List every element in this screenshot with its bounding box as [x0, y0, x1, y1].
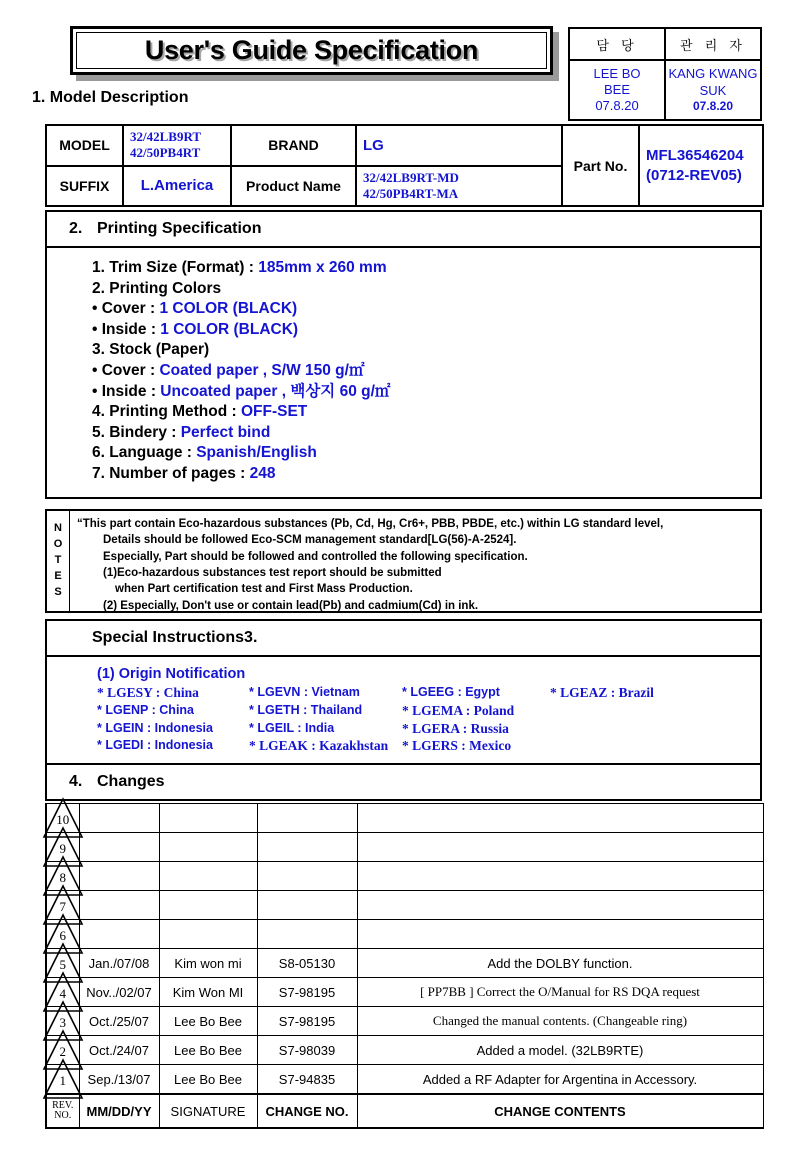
- revision-date: [79, 920, 159, 949]
- table-row: [46, 891, 763, 920]
- printing-specification-block: [45, 210, 762, 499]
- approval-manager-date: 07.8.20: [692, 98, 734, 113]
- origin-row: [97, 684, 760, 702]
- spec-label-cover-stock: • Cover :: [92, 362, 160, 380]
- note-line-5: when Part certification test and First Mass Production.: [115, 583, 413, 596]
- brand-value: LG: [356, 125, 562, 166]
- revision-number: 9: [59, 841, 66, 856]
- revision-signature: Kim Won MI: [159, 978, 257, 1007]
- spec-value-page-count: 248: [249, 465, 276, 483]
- revision-signature: [159, 862, 257, 891]
- revision-change-no: [257, 920, 357, 949]
- origin-row: [97, 737, 760, 755]
- notes-block: [45, 509, 762, 613]
- notes-letter-o: O: [53, 538, 63, 551]
- spec-value-cover-stock: Coated paper , S/W 150 g/㎡: [159, 362, 365, 380]
- revision-signature: Lee Bo Bee: [159, 1065, 257, 1095]
- revision-contents: [357, 862, 763, 891]
- table-row: [46, 1065, 763, 1095]
- part-no-line2: (0712-REV05): [646, 166, 742, 184]
- origin-cell: [550, 702, 710, 720]
- origin-cell: * LGERS : Mexico: [402, 738, 512, 754]
- spec-value-inside-stock: Uncoated paper , 백상지 60 g/㎡: [160, 382, 391, 400]
- approval-person-manager: [665, 60, 761, 120]
- part-no-label: Part No.: [562, 125, 639, 206]
- section-2-heading: [47, 212, 760, 248]
- origin-cell: * LGERA : Russia: [402, 720, 509, 736]
- revision-signature: [159, 833, 257, 862]
- section-4-number: 4.: [69, 773, 83, 790]
- spec-label-page-count: 7. Number of pages :: [92, 465, 250, 483]
- revision-change-no: S7-98195: [257, 978, 357, 1007]
- product-name-value: [356, 166, 562, 207]
- approval-charge-date: 07.8.20: [595, 98, 639, 114]
- model-value-line1: 32/42LB9RT: [130, 129, 202, 144]
- model-value: [123, 125, 231, 166]
- revision-change-no: S7-98039: [257, 1036, 357, 1065]
- approval-header-row: [569, 28, 761, 60]
- origin-notification-body: [47, 657, 760, 766]
- revision-contents: Changed the manual contents. (Changeable ring): [357, 1007, 763, 1036]
- model-label: MODEL: [46, 125, 123, 166]
- product-name-line1: 32/42LB9RT-MD: [363, 169, 459, 185]
- origin-cell: * LGEIN : Indonesia: [97, 720, 213, 735]
- revision-marker-cell: [46, 1036, 79, 1065]
- spec-line-cover-color: [92, 299, 760, 320]
- origin-cell: * LGESY : China: [97, 685, 199, 700]
- changes-footer-change-no: CHANGE NO.: [257, 1094, 357, 1128]
- revision-date: Nov../02/07: [79, 978, 159, 1007]
- revision-number: 7: [59, 899, 66, 914]
- origin-row: [97, 702, 760, 720]
- revision-marker-cell: [46, 949, 79, 978]
- rev-no-line1: REV.: [52, 1099, 74, 1111]
- spec-label-cover-color: • Cover :: [92, 300, 160, 318]
- revision-contents: [ PP7BB ] Correct the O/Manual for RS DQA request: [357, 978, 763, 1007]
- part-no-value: [639, 125, 763, 206]
- revision-change-no: [257, 804, 357, 833]
- spec-label-printing-method: 4. Printing Method :: [92, 403, 241, 421]
- spec-line-trim-size: [92, 258, 760, 279]
- approval-manager-name-line2: SUK: [699, 82, 727, 98]
- revision-marker-cell: [46, 804, 79, 833]
- approval-manager-name-line1: KANG KWANG: [668, 66, 758, 82]
- revision-signature: Lee Bo Bee: [159, 1036, 257, 1065]
- table-row: [46, 804, 763, 833]
- approval-table: [568, 27, 762, 121]
- changes-footer-rev-no: [46, 1094, 79, 1128]
- spec-value-cover-color: 1 COLOR (BLACK): [159, 300, 298, 318]
- table-row: [46, 949, 763, 978]
- revision-contents: Added a model. (32LB9RTE): [357, 1036, 763, 1065]
- revision-change-no: [257, 833, 357, 862]
- spec-line-language: [92, 443, 760, 464]
- revision-signature: Kim won mi: [159, 949, 257, 978]
- note-line-1: “This part contain Eco-hazardous substances (Pb, Cd, Hg, Cr6+, PBB, PBDE, etc.) within LG standard level,: [77, 518, 664, 530]
- revision-number: 4: [59, 986, 66, 1001]
- revision-contents: [357, 833, 763, 862]
- revision-marker-cell: [46, 833, 79, 862]
- brand-label: BRAND: [231, 125, 356, 166]
- origin-cell: * LGEDI : Indonesia: [97, 738, 213, 753]
- revision-marker-cell: [46, 1007, 79, 1036]
- origin-cell: * LGEIL : India: [249, 720, 335, 735]
- table-row: [46, 920, 763, 949]
- section-4-title: Changes: [97, 773, 165, 790]
- revision-change-no: S7-94835: [257, 1065, 357, 1095]
- origin-cell: * LGETH : Thailand: [249, 702, 363, 717]
- revision-date: [79, 891, 159, 920]
- notes-letter-n: N: [54, 522, 62, 535]
- note-line-2: Details should be followed Eco-SCM management standard[LG(56)-A-2524].: [103, 534, 517, 547]
- revision-change-no: [257, 862, 357, 891]
- revision-change-no: S8-05130: [257, 949, 357, 978]
- changes-footer-row: [46, 1094, 763, 1128]
- origin-row: [97, 720, 760, 738]
- spec-label-bindery: 5. Bindery :: [92, 423, 181, 441]
- changes-heading-block: [45, 763, 762, 801]
- revision-number: 10: [56, 812, 70, 827]
- changes-footer-date: MM/DD/YY: [79, 1094, 159, 1128]
- revision-date: Oct./25/07: [79, 1007, 159, 1036]
- spec-line-inside-stock: [92, 382, 760, 403]
- spec-label-stock: 3. Stock (Paper): [92, 341, 210, 359]
- revision-date: Jan./07/08: [79, 949, 159, 978]
- rev-no-line2: NO.: [54, 1110, 72, 1121]
- document-title-inner-frame: [76, 32, 547, 69]
- spec-label-trim-size: 1. Trim Size (Format) :: [92, 259, 259, 276]
- printing-specification-body: [47, 248, 760, 497]
- revision-date: Oct./24/07: [79, 1036, 159, 1065]
- section-1-heading: 1. Model Description: [32, 89, 189, 106]
- revision-signature: [159, 891, 257, 920]
- revision-contents: Add the DOLBY function.: [357, 949, 763, 978]
- origin-cell: * LGENP : China: [97, 702, 195, 717]
- notes-letter-t: T: [54, 554, 62, 567]
- origin-cell: [550, 720, 710, 738]
- notes-label: [47, 511, 70, 611]
- note-line-4: (1)Eco-hazardous substances test report should be submitted: [103, 566, 442, 579]
- revision-contents: [357, 891, 763, 920]
- note-line-6: (2) Especially, Don't use or contain lead(Pb) and cadmium(Cd) in ink.: [103, 599, 479, 612]
- spec-value-language: Spanish/English: [196, 444, 317, 462]
- section-2-title: Printing Specification: [97, 220, 262, 237]
- revision-date: [79, 804, 159, 833]
- revision-signature: Lee Bo Bee: [159, 1007, 257, 1036]
- spec-label-inside-stock: • Inside :: [92, 382, 161, 400]
- origin-cell: * LGEMA : Poland: [402, 702, 515, 718]
- approval-header-manager: 관 리 자: [665, 28, 761, 60]
- section-4-heading: [47, 765, 760, 799]
- spec-line-printing-method: [92, 402, 760, 423]
- spec-label-language: 6. Language :: [92, 444, 197, 462]
- revision-number: 5: [59, 957, 66, 972]
- page-title: User's Guide Specification: [144, 35, 479, 65]
- approval-header-charge: 담 당: [569, 28, 665, 60]
- changes-table: [45, 803, 764, 1129]
- table-row: [46, 1036, 763, 1065]
- section-2-number: 2.: [69, 220, 83, 237]
- revision-number: 8: [59, 870, 66, 885]
- spec-label-printing-colors: 2. Printing Colors: [92, 279, 222, 297]
- spec-line-cover-stock: [92, 361, 760, 382]
- suffix-value: L.America: [123, 166, 231, 207]
- suffix-label: SUFFIX: [46, 166, 123, 207]
- table-row: [46, 862, 763, 891]
- table-row: [46, 978, 763, 1007]
- revision-marker-cell: [46, 862, 79, 891]
- product-name-line2: 42/50PB4RT-MA: [363, 185, 459, 201]
- table-row: [46, 833, 763, 862]
- part-no-line1: MFL36546204: [646, 147, 744, 164]
- origin-cell: * LGEAZ : Brazil: [550, 685, 654, 700]
- model-value-line2: 42/50PB4RT: [130, 145, 201, 161]
- spec-line-inside-color: [92, 320, 760, 341]
- revision-change-no: S7-98195: [257, 1007, 357, 1036]
- revision-contents: Added a RF Adapter for Argentina in Accessory.: [357, 1065, 763, 1095]
- changes-footer-contents: CHANGE CONTENTS: [357, 1094, 763, 1128]
- spec-line-stock: [92, 340, 760, 361]
- product-name-label: Product Name: [231, 166, 356, 207]
- revision-marker-cell: [46, 1065, 79, 1095]
- approval-charge-name-line2: BEE: [603, 81, 630, 97]
- approval-person-charge: [569, 60, 665, 120]
- revision-contents: [357, 920, 763, 949]
- note-line-3: Especially, Part should be followed and controlled the following specification.: [103, 550, 528, 563]
- revision-date: Sep./13/07: [79, 1065, 159, 1095]
- revision-signature: [159, 804, 257, 833]
- revision-number: 1: [59, 1073, 66, 1088]
- spec-value-bindery: Perfect bind: [180, 423, 271, 441]
- changes-footer-signature: SIGNATURE: [159, 1094, 257, 1128]
- origin-notification-title: (1) Origin Notification: [97, 666, 246, 682]
- spec-value-trim-size: 185mm x 260 mm: [258, 259, 387, 276]
- table-row: [46, 1007, 763, 1036]
- spec-value-inside-color: 1 COLOR (BLACK): [160, 320, 299, 338]
- special-instructions-block: [45, 619, 762, 768]
- origin-cell: * LGEAK : Kazakhstan: [249, 738, 389, 754]
- spec-label-inside-color: • Inside :: [92, 320, 161, 338]
- approval-charge-name-line1: LEE BO: [593, 65, 641, 81]
- spec-line-bindery: [92, 423, 760, 444]
- revision-number: 6: [59, 928, 66, 943]
- document-title-banner: [70, 26, 553, 75]
- revision-number: 2: [59, 1044, 66, 1059]
- revision-marker-cell: [46, 891, 79, 920]
- section-3-heading: Special Instructions3.: [47, 621, 760, 657]
- revision-marker-cell: [46, 920, 79, 949]
- notes-letter-e: E: [54, 569, 62, 582]
- approval-body-row: [569, 60, 761, 120]
- origin-cell: * LGEEG : Egypt: [402, 685, 500, 699]
- revision-date: [79, 833, 159, 862]
- model-row: [46, 125, 763, 166]
- model-description-table: [45, 124, 764, 207]
- notes-body: [70, 511, 760, 611]
- spec-line-page-count: [92, 464, 760, 485]
- spec-value-printing-method: OFF-SET: [240, 403, 308, 421]
- origin-cell: * LGEVN : Vietnam: [249, 685, 360, 699]
- spec-line-printing-colors: [92, 279, 760, 300]
- revision-signature: [159, 920, 257, 949]
- notes-letter-s: S: [54, 585, 62, 598]
- revision-marker-cell: [46, 978, 79, 1007]
- revision-contents: [357, 804, 763, 833]
- revision-change-no: [257, 891, 357, 920]
- origin-cell: [550, 737, 710, 755]
- revision-number: 3: [59, 1015, 66, 1030]
- revision-date: [79, 862, 159, 891]
